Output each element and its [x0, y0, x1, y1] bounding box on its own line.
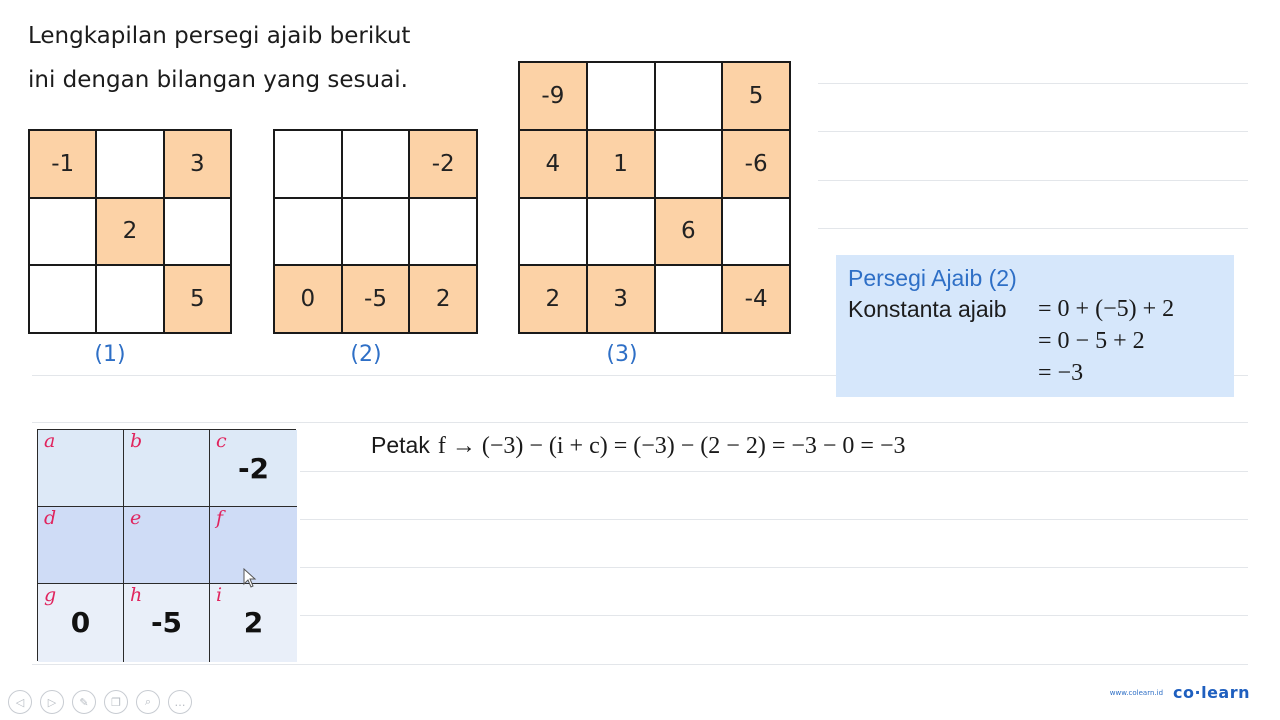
cell-letter: a [44, 430, 56, 452]
working-grid [37, 429, 296, 661]
prev-icon[interactable]: ◁ [8, 690, 32, 714]
square-2-cell: -2 [410, 131, 476, 197]
square-2-cell: -5 [343, 266, 409, 332]
square-3-cell [588, 199, 654, 265]
cell-letter: g [44, 584, 57, 606]
cell-value: -5 [150, 606, 183, 639]
working-cell-h [124, 584, 210, 662]
cell-value: 0 [70, 606, 91, 639]
square-1-cell: 2 [97, 199, 162, 265]
square-1-cell: 5 [165, 266, 230, 332]
square-1-cell: -1 [30, 131, 95, 197]
square-1-cell [30, 266, 95, 332]
square-2-cell [410, 199, 476, 265]
square-3-cell: 3 [588, 266, 654, 332]
magic-square-2 [273, 129, 478, 334]
square-3-cell: -9 [520, 63, 586, 129]
square-3-cell: -4 [723, 266, 789, 332]
square-1-cell [97, 131, 162, 197]
cell-letter: i [216, 584, 223, 606]
square-1-cell: 3 [165, 131, 230, 197]
cell-letter: b [130, 430, 143, 452]
note-title: Persegi Ajaib (2) [848, 265, 1017, 291]
working-cell-c [210, 430, 297, 507]
more-icon[interactable]: … [168, 690, 192, 714]
working-cell-e [124, 507, 210, 584]
square-1-cell [30, 199, 95, 265]
magic-square-1 [28, 129, 232, 334]
note-equation-2: = 0 − 5 + 2 [1038, 328, 1145, 354]
magic-square-1-label: (1) [94, 342, 126, 367]
note-label: Konstanta ajaib [848, 296, 1007, 322]
square-3-cell: 6 [656, 199, 722, 265]
calc-expression: f → (−3) − (i + c) = (−3) − (2 − 2) = −3 − 0 = −3 [437, 433, 906, 459]
working-cell-b [124, 430, 210, 507]
copy-icon[interactable]: ❐ [104, 690, 128, 714]
square-3-cell: 2 [520, 266, 586, 332]
calculation-line [371, 432, 906, 460]
question-text [28, 14, 498, 102]
note-equation-3: = −3 [1038, 360, 1084, 386]
square-2-cell [343, 199, 409, 265]
square-3-cell [520, 199, 586, 265]
working-cell-g [38, 584, 124, 662]
square-1-cell [97, 266, 162, 332]
working-cell-i [210, 584, 297, 662]
cell-letter: h [130, 584, 143, 606]
magic-constant-note [836, 255, 1234, 397]
note-equation-1: = 0 + (−5) + 2 [1038, 296, 1175, 322]
question-line-2: ini dengan bilangan yang sesuai. [28, 67, 408, 93]
note-row-3 [848, 360, 1222, 392]
play-icon[interactable]: ▷ [40, 690, 64, 714]
square-3-cell [656, 266, 722, 332]
cell-value: 2 [243, 606, 264, 639]
square-2-cell [275, 131, 341, 197]
question-line-1: Lengkapilan persegi ajaib berikut [28, 23, 411, 49]
working-cell-d [38, 507, 124, 584]
mouse-pointer-icon [243, 568, 257, 588]
pen-icon[interactable]: ✎ [72, 690, 96, 714]
square-3-cell: -6 [723, 131, 789, 197]
square-2-cell: 2 [410, 266, 476, 332]
square-3-cell [723, 199, 789, 265]
magic-square-3 [518, 61, 791, 334]
square-3-cell [588, 63, 654, 129]
square-3-cell [656, 63, 722, 129]
square-2-cell: 0 [275, 266, 341, 332]
square-3-cell [656, 131, 722, 197]
cell-value: -2 [237, 452, 270, 485]
magic-square-3-label: (3) [606, 342, 638, 367]
cell-letter: e [130, 507, 142, 529]
square-2-cell [275, 199, 341, 265]
square-2-cell [343, 131, 409, 197]
square-1-cell [165, 199, 230, 265]
note-row-2 [848, 328, 1222, 360]
square-3-cell: 1 [588, 131, 654, 197]
note-row-1 [848, 296, 1222, 328]
working-cell-a [38, 430, 124, 507]
brand [1110, 683, 1250, 702]
player-toolbar [8, 690, 192, 714]
square-3-cell: 5 [723, 63, 789, 129]
brand-logo: co·learn [1173, 683, 1250, 702]
brand-url: www.colearn.id [1109, 688, 1164, 697]
zoom-icon[interactable]: ⌕ [136, 690, 160, 714]
cell-letter: f [216, 507, 224, 529]
square-3-cell: 4 [520, 131, 586, 197]
magic-square-2-label: (2) [350, 342, 382, 367]
cell-letter: c [216, 430, 227, 452]
calc-label: Petak [371, 432, 430, 458]
cell-letter: d [44, 507, 57, 529]
